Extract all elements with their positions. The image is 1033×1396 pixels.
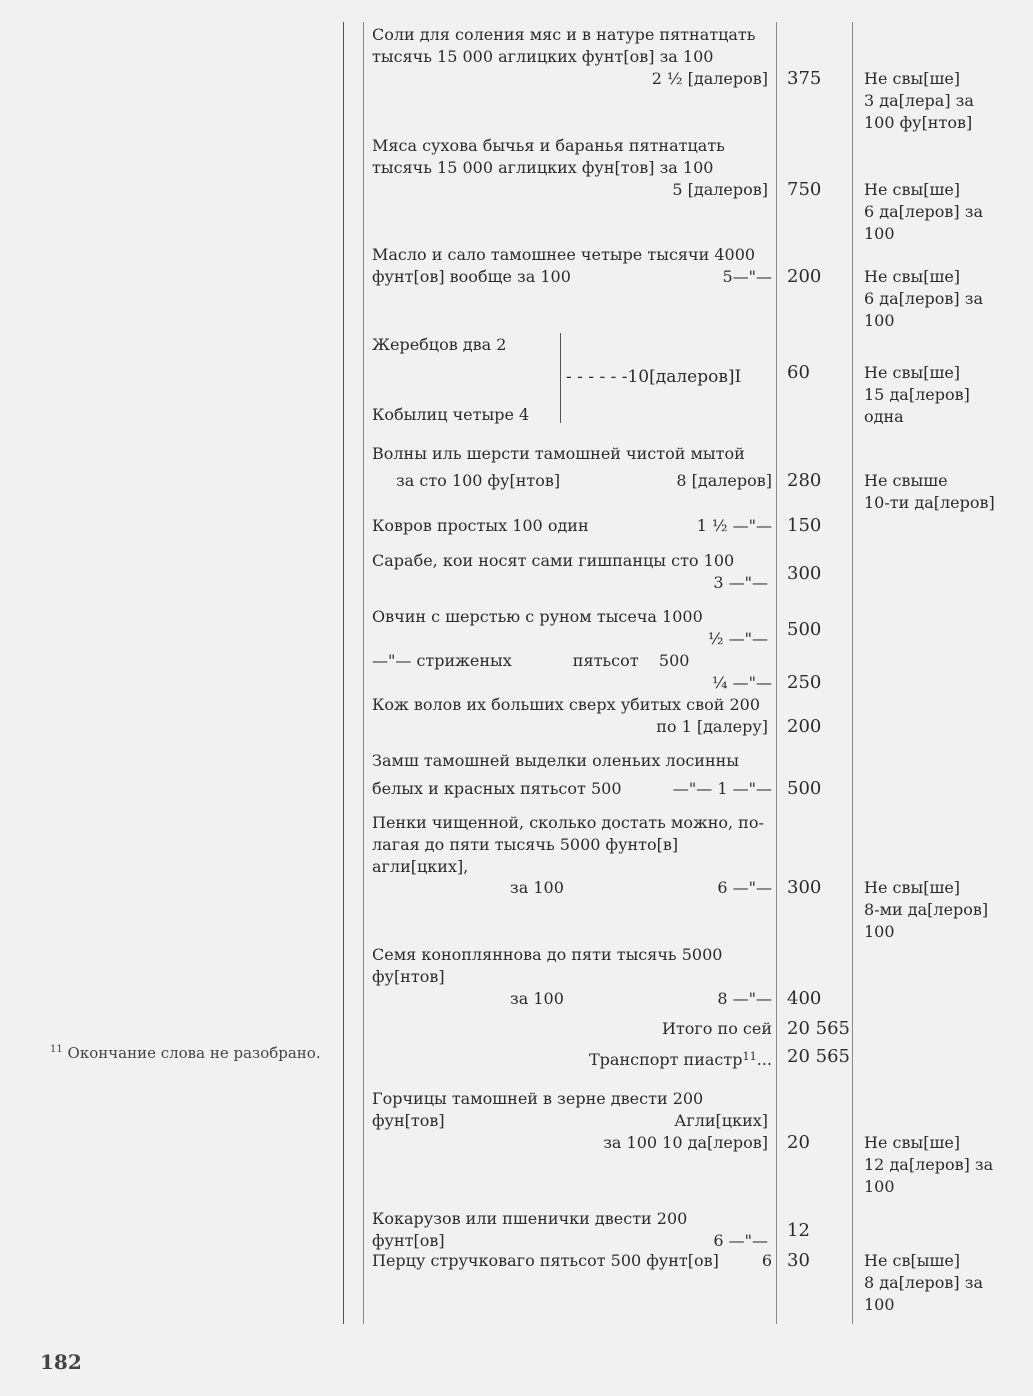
rate-hempseed: 8 —"— (717, 989, 772, 1008)
rate-shorn: ¼ —"— (712, 673, 772, 692)
row-foam: Пенки чищенной, сколько достать можно, по- лагая до пяти тысячь 5000 фунто[в] агли[цких], (372, 813, 764, 876)
note-foam: Не свы[ше] 8-ми да[леров] 100 (864, 878, 989, 941)
row-suede-qty: белых и красных пятьсот 500 (372, 779, 622, 798)
note-wool: Не свыше 10-ти да[леров] (864, 471, 995, 512)
rate-carpets: 1 ½ —"— (696, 516, 772, 535)
text-column-rule (363, 22, 364, 1324)
note-horses: Не свы[ше] 15 да[леров] одна (864, 363, 970, 426)
amount-hides: 200 (787, 716, 822, 737)
note-pepper: Не св[ыше] 8 да[леров] за 100 (864, 1251, 984, 1314)
row-shorn: —"— стриженых пятьсот 500 (372, 651, 690, 670)
amount-dried-meat: 750 (787, 179, 822, 200)
row-salt: Соли для соления мяс и в натуре пятнатцать тысячь 15 000 аглицких фунт[ов] за 100 2 ½ [далеров] (372, 25, 768, 88)
note-salt: Не свы[ше] 3 да[лера] за 100 фу[нтов] (864, 69, 974, 132)
rate-pepper: 6 (761, 1251, 772, 1270)
amount-carpets: 150 (787, 515, 822, 536)
note-butter: Не свы[ше] 6 да[леров] за 100 (864, 267, 984, 330)
row-hempseed: Семя конопляннова до пяти тысячь 5000 фу[нтов] (372, 945, 723, 986)
subtotal-amount: 20 565 (787, 1018, 850, 1039)
transport-label: Транспорт пиастр$^{11}$... (589, 1050, 772, 1069)
amount-column-rule (776, 22, 777, 1324)
row-dried-meat: Мяса сухова бычья и баранья пятнатцать тысячь 15 000 аглицких фун[тов] за 100 5 [далеров] (372, 136, 768, 199)
row-butter: Масло и сало тамошнее четыре тысячи 4000 фунт[ов] вообще за 100 (372, 245, 756, 286)
amount-horses: 60 (787, 362, 810, 383)
row-wool: Волны иль шерсти тамошней чистой мытой (372, 444, 745, 463)
rate-butter: 5—"— (722, 267, 772, 286)
row-sarabe: Сарабе, кои носят сами гишпанцы сто 100 3 —"— (372, 551, 768, 592)
rate-wool: 8 [далеров] (676, 471, 772, 490)
margin-rule (343, 22, 344, 1324)
row-hempseed-unit: за 100 (510, 989, 564, 1008)
amount-salt: 375 (787, 68, 822, 89)
note-column-rule (852, 22, 853, 1324)
row-hides: Кож волов их больших сверх убитых свой 200 по 1 [далеру] (372, 695, 768, 736)
amount-butter: 200 (787, 266, 822, 287)
amount-sheepskins: 500 (787, 619, 822, 640)
row-carpets: Ковров простых 100 один (372, 516, 589, 535)
amount-pepper: 30 (787, 1250, 810, 1271)
amount-sarabe: 300 (787, 563, 822, 584)
rate-horses: - - - - - -10[далеров]I (566, 367, 742, 387)
row-wool-qty: за сто 100 фу[нтов] (396, 471, 561, 490)
amount-foam: 300 (787, 877, 822, 898)
rate-suede: —"— 1 —"— (672, 779, 772, 798)
row-corn: Кокарузов или пшенички двести 200 фунт[ов] 6 —"— (372, 1209, 768, 1250)
amount-hempseed: 400 (787, 988, 822, 1009)
amount-corn: 12 (787, 1220, 810, 1241)
amount-wool: 280 (787, 470, 822, 491)
bracket (560, 333, 561, 423)
amount-suede: 500 (787, 778, 822, 799)
note-mustard: Не свы[ше] 12 да[леров] за 100 (864, 1133, 994, 1196)
row-sheepskins: Овчин с шерстью с руном тысеча 1000 ½ —"— (372, 607, 768, 648)
row-foam-unit: за 100 (510, 878, 564, 897)
row-suede: Замш тамошней выделки оленьих лосинны (372, 751, 740, 770)
amount-shorn: 250 (787, 672, 822, 693)
row-stallions: Жеребцов два 2 (372, 335, 507, 354)
footnote: $^{11}$ Окончание слова не разобрано. (50, 1044, 321, 1062)
row-mares: Кобылиц четыре 4 (372, 405, 530, 424)
transport-amount: 20 565 (787, 1046, 850, 1067)
note-dried-meat: Не свы[ше] 6 да[леров] за 100 (864, 180, 984, 243)
row-pepper: Перцу стручковаго пятьсот 500 фунт[ов] (372, 1251, 719, 1270)
amount-mustard: 20 (787, 1132, 810, 1153)
rate-foam: 6 —"— (717, 878, 772, 897)
row-mustard: Горчицы тамошней в зерне двести 200 фун[тов] Агли[цких] за 100 10 да[леров] (372, 1089, 768, 1152)
subtotal-label: Итого по сей (661, 1019, 772, 1038)
page-number: 182 (40, 1350, 82, 1374)
